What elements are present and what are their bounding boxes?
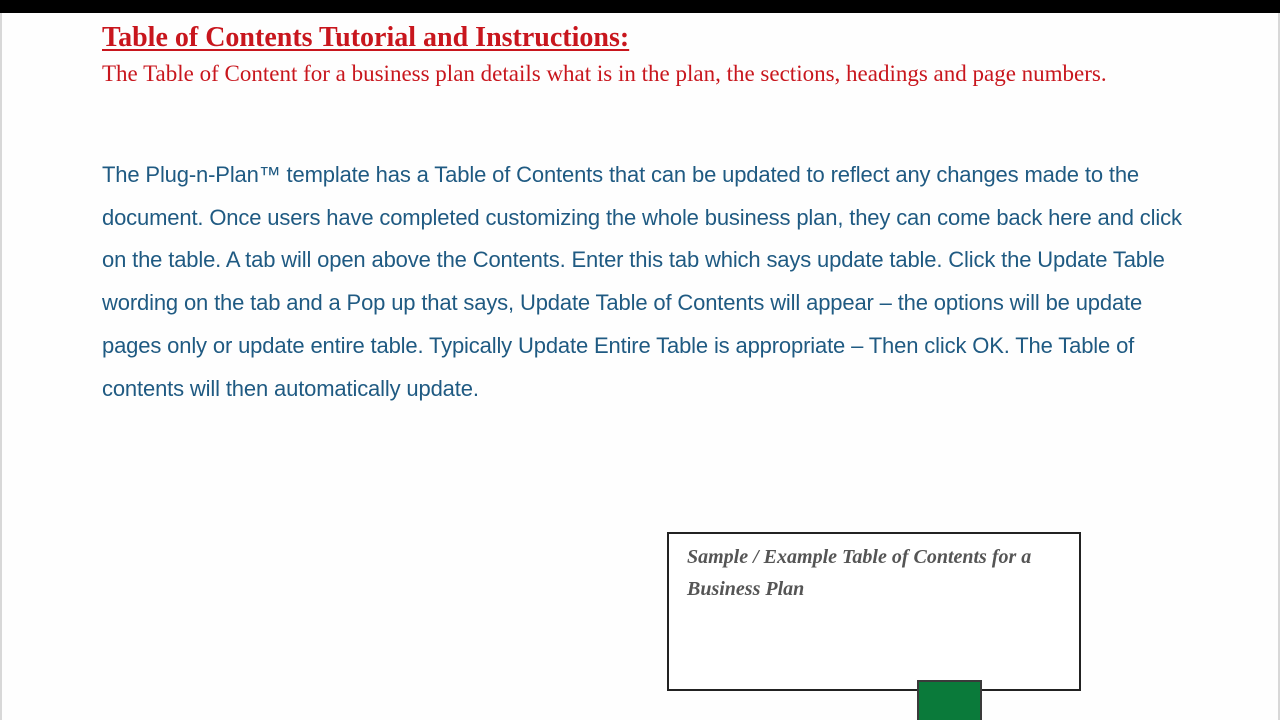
green-tab-marker — [917, 680, 982, 720]
page-subtitle: The Table of Content for a business plan details what is in the plan, the sections, headings and page numbers. — [102, 61, 1107, 86]
instructions-paragraph: The Plug-n-Plan™ template has a Table of Contents that can be updated to reflect any changes made to the document. Once users have completed customizing the whole business plan, they can come back here and click on the table. A tab will open above the Contents. Enter this tab which says update table. Click the Update Table wording on the tab and a Pop up that says, Update Table of Contents will appear – the options will be update pages only or update entire table. Typically Update Entire Table is appropriate – Then click OK. The Table of contents will then automatically update. — [102, 162, 1182, 401]
sample-toc-box — [667, 532, 1081, 691]
document-page — [0, 13, 1280, 720]
sample-toc-caption: Sample / Example Table of Contents for a Business Plan — [687, 546, 1032, 600]
page-title: Table of Contents Tutorial and Instructions: — [102, 22, 630, 53]
top-bar — [0, 0, 1280, 13]
